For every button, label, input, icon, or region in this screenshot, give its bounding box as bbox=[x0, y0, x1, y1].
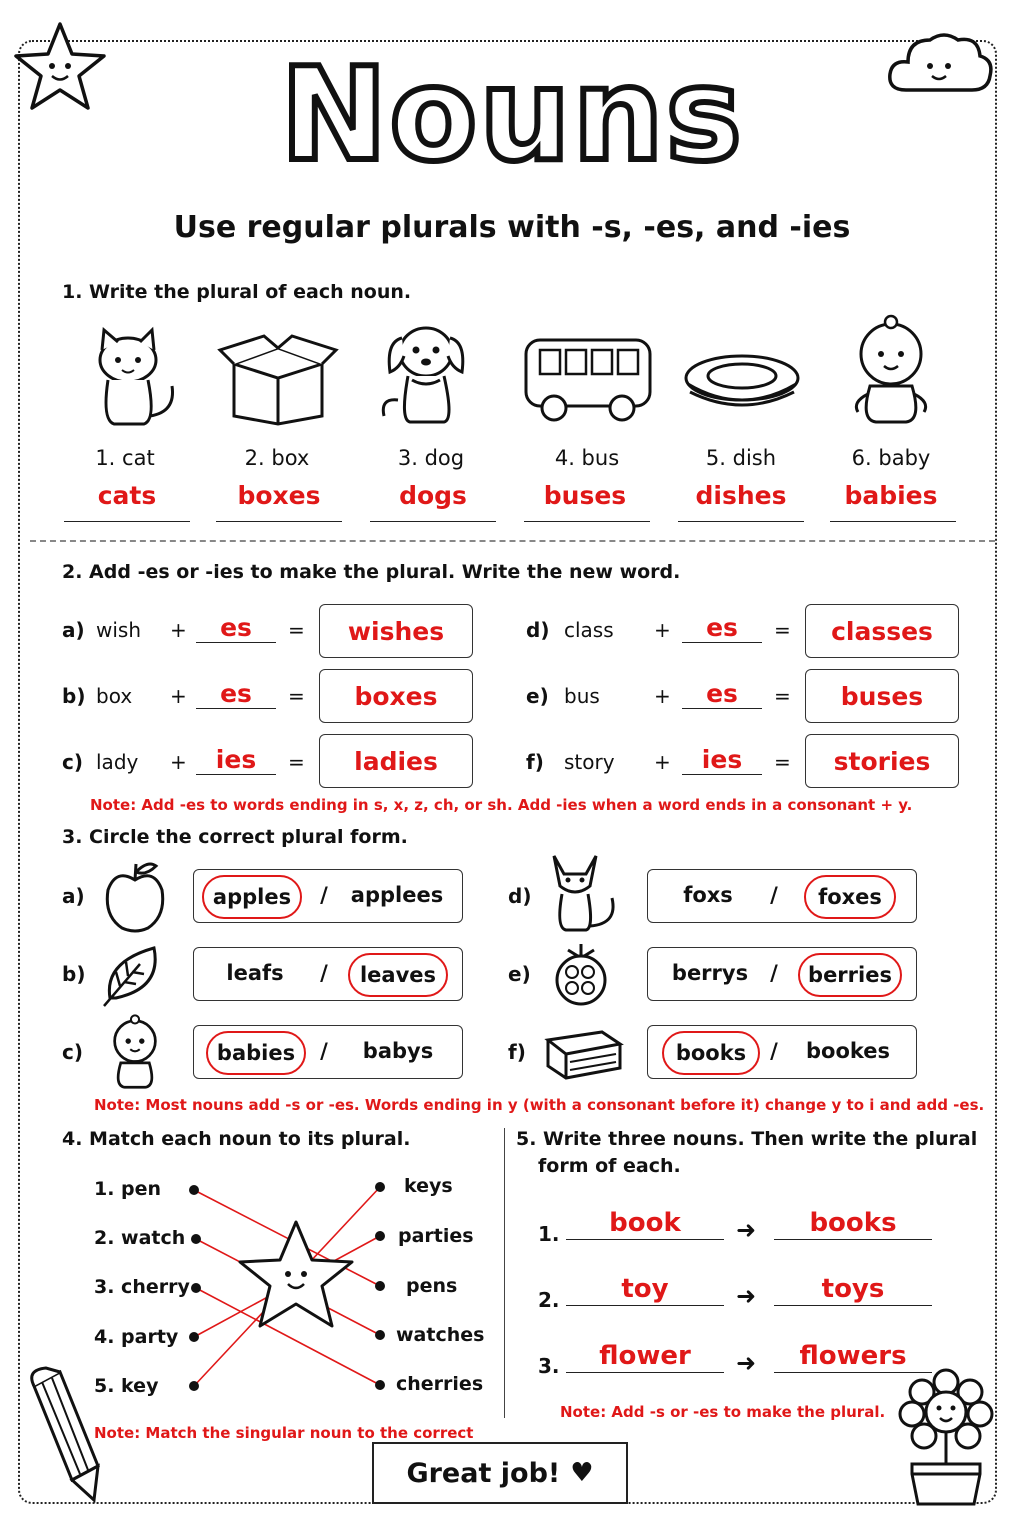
noun-cat: 1. cat bbox=[95, 446, 155, 470]
row-label: c) bbox=[62, 1040, 83, 1064]
match-dot bbox=[189, 1185, 199, 1195]
choice-right-circled[interactable]: leaves bbox=[348, 953, 448, 997]
match-left-item: 2. watch bbox=[94, 1227, 186, 1249]
match-dot bbox=[375, 1182, 385, 1192]
choice-slash: / bbox=[320, 1039, 328, 1063]
match-left-item: 5. key bbox=[94, 1375, 159, 1397]
choice-right-circled[interactable]: foxes bbox=[804, 875, 896, 919]
match-dot bbox=[375, 1380, 385, 1390]
choice-right-circled[interactable]: berries bbox=[798, 953, 902, 997]
result-box[interactable]: buses bbox=[805, 669, 959, 723]
suffix-blank[interactable]: ies bbox=[682, 746, 762, 775]
answer-dogs[interactable]: dogs bbox=[399, 481, 467, 510]
section3-note: Note: Most nouns add -s or -es. Words ending in y (with a consonant before it) change y to i and add -es. bbox=[94, 1096, 985, 1114]
pencil-icon bbox=[16, 1366, 102, 1506]
plural-answer[interactable]: toys bbox=[774, 1274, 932, 1306]
match-right-item: watches bbox=[396, 1324, 485, 1346]
suffix-blank[interactable]: es bbox=[196, 680, 276, 709]
singular-answer[interactable]: toy bbox=[566, 1274, 724, 1306]
noun-dog: 3. dog bbox=[397, 446, 465, 470]
equals-sign: = bbox=[774, 618, 791, 642]
choice-left[interactable]: leafs bbox=[226, 961, 284, 985]
row-label: e) bbox=[508, 962, 531, 986]
answer-boxes[interactable]: boxes bbox=[237, 481, 321, 510]
match-dot bbox=[375, 1281, 385, 1291]
section5-note: Note: Add -s or -es to make the plural. bbox=[560, 1403, 886, 1421]
suffix-blank[interactable]: ies bbox=[196, 746, 276, 775]
choice-left[interactable]: foxs bbox=[683, 883, 733, 907]
suffix-blank[interactable]: es bbox=[682, 680, 762, 709]
match-dot bbox=[189, 1332, 199, 1342]
plus-sign: + bbox=[654, 750, 671, 774]
equals-sign: = bbox=[288, 618, 305, 642]
choice-right[interactable]: babys bbox=[362, 1039, 434, 1063]
match-left-item: 3. cherry bbox=[94, 1276, 190, 1298]
singular-answer[interactable]: flower bbox=[566, 1341, 724, 1373]
section5-heading-line2: form of each. bbox=[538, 1155, 681, 1177]
match-dot bbox=[191, 1283, 201, 1293]
row-label: e) bbox=[526, 684, 549, 708]
plus-sign: + bbox=[654, 684, 671, 708]
section2-note: Note: Add -es to words ending in s, x, z, ch, or sh. Add -ies when a word ends in a consonant + y. bbox=[90, 796, 913, 814]
page-title: Nouns bbox=[280, 41, 744, 190]
match-left-item: 4. party bbox=[94, 1326, 179, 1348]
match-dot bbox=[191, 1234, 201, 1244]
plus-sign: + bbox=[654, 618, 671, 642]
section2-heading: 2. Add -es or -ies to make the plural. Write the new word. bbox=[62, 561, 681, 583]
choice-slash: / bbox=[770, 1039, 778, 1063]
answer-babies[interactable]: babies bbox=[844, 481, 938, 510]
choice-right[interactable]: bookes bbox=[805, 1039, 891, 1063]
equals-sign: = bbox=[774, 684, 791, 708]
base-word: wish bbox=[96, 618, 142, 642]
noun-dish: 5. dish bbox=[705, 446, 777, 470]
base-word: story bbox=[564, 750, 615, 774]
section3-heading: 3. Circle the correct plural form. bbox=[62, 826, 408, 848]
base-word: box bbox=[96, 684, 133, 708]
section1-heading: 1. Write the plural of each noun. bbox=[62, 281, 412, 303]
match-dot bbox=[189, 1381, 199, 1391]
choice-left-circled[interactable]: apples bbox=[202, 875, 302, 919]
row-label: d) bbox=[508, 884, 532, 908]
result-box[interactable]: ladies bbox=[319, 734, 473, 788]
flower-pot-icon bbox=[896, 1368, 996, 1508]
row-number: 2. bbox=[538, 1288, 560, 1312]
column-divider bbox=[504, 1128, 505, 1418]
choice-left[interactable]: berrys bbox=[671, 961, 749, 985]
section5-heading: 5. Write three nouns. Then write the plural bbox=[516, 1128, 978, 1150]
choice-left-circled[interactable]: books bbox=[662, 1031, 760, 1075]
row-label: d) bbox=[526, 618, 550, 642]
row-number: 3. bbox=[538, 1354, 560, 1378]
result-box[interactable]: wishes bbox=[319, 604, 473, 658]
row-label: b) bbox=[62, 684, 86, 708]
row-label: a) bbox=[62, 618, 85, 642]
section4-heading: 4. Match each noun to its plural. bbox=[62, 1128, 411, 1150]
row-label: a) bbox=[62, 884, 85, 908]
match-dot bbox=[375, 1330, 385, 1340]
choice-slash: / bbox=[770, 883, 778, 907]
section4-note: Note: Match the singular noun to the correct bbox=[94, 1424, 474, 1442]
equals-sign: = bbox=[288, 684, 305, 708]
choice-left-circled[interactable]: babies bbox=[206, 1031, 306, 1075]
match-right-item: keys bbox=[404, 1175, 453, 1197]
heart-icon: ♥ bbox=[570, 1458, 594, 1488]
row-label: c) bbox=[62, 750, 83, 774]
row-label: b) bbox=[62, 962, 86, 986]
page-subtitle: Use regular plurals with -s, -es, and -ies bbox=[173, 210, 851, 245]
base-word: class bbox=[564, 618, 614, 642]
base-word: lady bbox=[96, 750, 139, 774]
choice-slash: / bbox=[770, 961, 778, 985]
match-left-item: 1. pen bbox=[94, 1178, 162, 1200]
arrow-icon: ➜ bbox=[736, 1282, 757, 1310]
noun-baby: 6. baby bbox=[851, 446, 931, 470]
row-number: 1. bbox=[538, 1222, 560, 1246]
plus-sign: + bbox=[170, 750, 187, 774]
result-box[interactable]: classes bbox=[805, 604, 959, 658]
row-label: f) bbox=[508, 1040, 526, 1064]
suffix-blank[interactable]: es bbox=[196, 614, 276, 643]
match-right-item: cherries bbox=[396, 1373, 484, 1395]
result-box[interactable]: boxes bbox=[319, 669, 473, 723]
equals-sign: = bbox=[774, 750, 791, 774]
choice-slash: / bbox=[320, 883, 328, 907]
banner-text: Great job! bbox=[406, 1457, 561, 1489]
star-mascot-icon bbox=[240, 1222, 352, 1326]
arrow-icon: ➜ bbox=[736, 1349, 757, 1377]
arrow-icon: ➜ bbox=[736, 1216, 757, 1244]
plus-sign: + bbox=[170, 618, 187, 642]
base-word: bus bbox=[564, 684, 600, 708]
answer-buses[interactable]: buses bbox=[543, 481, 627, 510]
result-box[interactable]: stories bbox=[805, 734, 959, 788]
equals-sign: = bbox=[288, 750, 305, 774]
noun-box: 2. box bbox=[244, 446, 310, 470]
suffix-blank[interactable]: es bbox=[682, 614, 762, 643]
answer-dishes[interactable]: dishes bbox=[695, 481, 787, 510]
plural-answer[interactable]: books bbox=[774, 1208, 932, 1240]
row-label: f) bbox=[526, 750, 544, 774]
answer-cats[interactable]: cats bbox=[97, 481, 157, 510]
choice-slash: / bbox=[320, 961, 328, 985]
noun-bus: 4. bus bbox=[554, 446, 620, 470]
singular-answer[interactable]: book bbox=[566, 1208, 724, 1240]
great-job-banner bbox=[372, 1442, 628, 1504]
plus-sign: + bbox=[170, 684, 187, 708]
choice-right[interactable]: applees bbox=[350, 883, 444, 907]
plural-answer[interactable]: flowers bbox=[774, 1341, 932, 1373]
match-dot bbox=[375, 1231, 385, 1241]
match-right-item: pens bbox=[406, 1275, 458, 1297]
match-right-item: parties bbox=[398, 1225, 474, 1247]
